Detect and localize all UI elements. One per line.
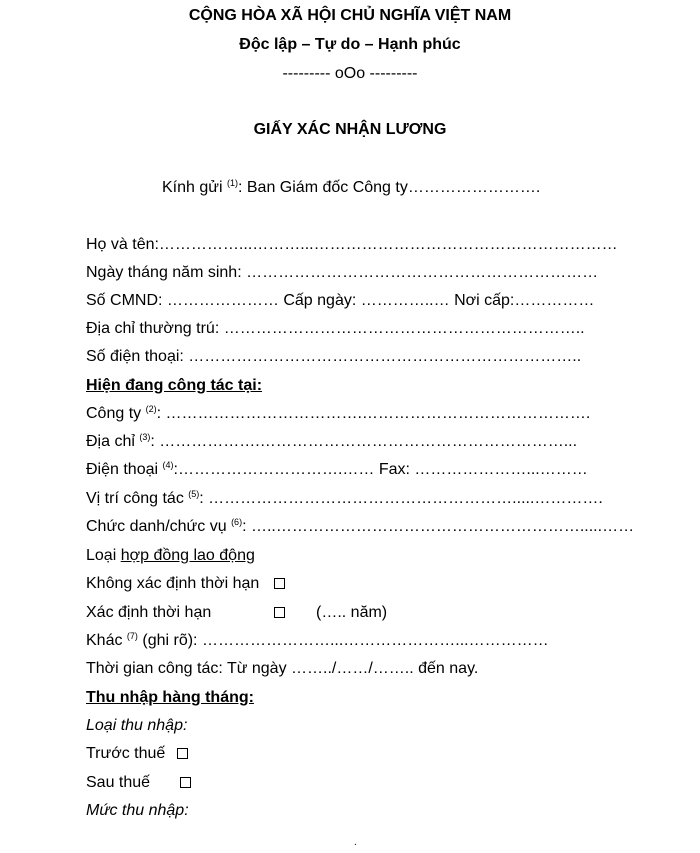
- footer-mark: .: [354, 837, 357, 848]
- work-position-label: Vị trí công tác: [86, 490, 184, 507]
- after-tax-label: Sau thuế: [86, 774, 151, 791]
- company-address-field[interactable]: [86, 432, 577, 452]
- contract-indefinite-label: Không xác định thời hạn: [86, 575, 260, 592]
- id-card-field[interactable]: Số CMND: ………………… Cấp ngày: …………..… Nơi cấp:……………: [86, 292, 595, 309]
- company-phone-dots: :………………………….…… Fax: …………………...………: [173, 461, 588, 478]
- company-dots: : ……………………………….…………………………………….: [156, 405, 591, 422]
- header-separator: --------- oOo ---------: [282, 65, 418, 82]
- country-name: CỘNG HÒA XÃ HỘI CHỦ NGHĨA VIỆT NAM: [188, 7, 512, 24]
- contract-type-heading: [86, 546, 255, 566]
- work-duration-field[interactable]: Thời gian công tác: Từ ngày ……../……/…….. đến nay.: [86, 660, 479, 677]
- company-phone-field[interactable]: [86, 460, 588, 480]
- company-address-dots: : ……………….…………………………………………………...: [150, 433, 578, 450]
- company-address-label: Địa chỉ: [86, 433, 135, 450]
- income-amount-label: Mức thu nhập:: [86, 802, 189, 819]
- income-section-heading: Thu nhập hàng tháng:: [86, 689, 254, 706]
- full-name-field[interactable]: Họ và tên:……………...………...…………………………………………………: [86, 236, 618, 253]
- phone-field[interactable]: Số điện thoại: ………………………………………………………………..: [86, 348, 582, 365]
- contract-indefinite-checkbox[interactable]: [274, 578, 285, 589]
- job-title-note: (6): [231, 517, 243, 527]
- work-section-heading: Hiện đang công tác tại:: [86, 377, 263, 394]
- national-motto: Độc lập – Tự do – Hạnh phúc: [239, 36, 461, 53]
- company-phone-label: Điện thoại: [86, 461, 159, 478]
- contract-definite-checkbox[interactable]: [274, 607, 285, 618]
- recipient-text: : Ban Giám đốc Công ty…………………….: [237, 179, 541, 196]
- contract-years-field[interactable]: (….. năm): [316, 604, 388, 621]
- company-label: Công ty: [86, 405, 142, 422]
- job-title-field[interactable]: [86, 517, 634, 537]
- contract-other-label: Khác: [86, 632, 123, 649]
- job-title-dots: : …..………………………………………………….....……: [242, 518, 635, 535]
- work-position-dots: : ………………………………………………….....………….: [199, 490, 603, 507]
- contract-other-field[interactable]: [86, 631, 549, 651]
- company-address-note: (3): [139, 432, 151, 442]
- document-title: GIẤY XÁC NHẬN LƯƠNG: [253, 121, 447, 138]
- after-tax-checkbox[interactable]: [180, 777, 191, 788]
- before-tax-checkbox[interactable]: [177, 748, 188, 759]
- before-tax-label: Trước thuế: [86, 745, 166, 762]
- permanent-address-field[interactable]: Địa chỉ thường trú: …………………………………………………………..: [86, 320, 585, 337]
- recipient-line: [162, 178, 540, 198]
- contract-type-prefix: Loại: [86, 547, 121, 564]
- income-type-label: Loại thu nhập:: [86, 717, 188, 734]
- company-field[interactable]: [86, 404, 590, 424]
- company-note: (2): [145, 404, 157, 414]
- recipient-note: (1): [226, 178, 238, 188]
- recipient-prefix: Kính gửi: [162, 179, 223, 196]
- work-position-note: (5): [188, 489, 200, 499]
- contract-other-note: (7): [126, 631, 138, 641]
- job-title-label: Chức danh/chức vụ: [86, 518, 227, 535]
- contract-type-underlined: hợp đồng lao động: [120, 547, 255, 564]
- contract-definite-label: Xác định thời hạn: [86, 604, 212, 621]
- work-position-field[interactable]: [86, 489, 603, 509]
- contract-other-dots: (ghi rõ): ……………………...…………………...……………: [137, 632, 549, 649]
- company-phone-note: (4): [162, 460, 174, 470]
- dob-field[interactable]: Ngày tháng năm sinh: …………………………………………………………: [86, 264, 599, 281]
